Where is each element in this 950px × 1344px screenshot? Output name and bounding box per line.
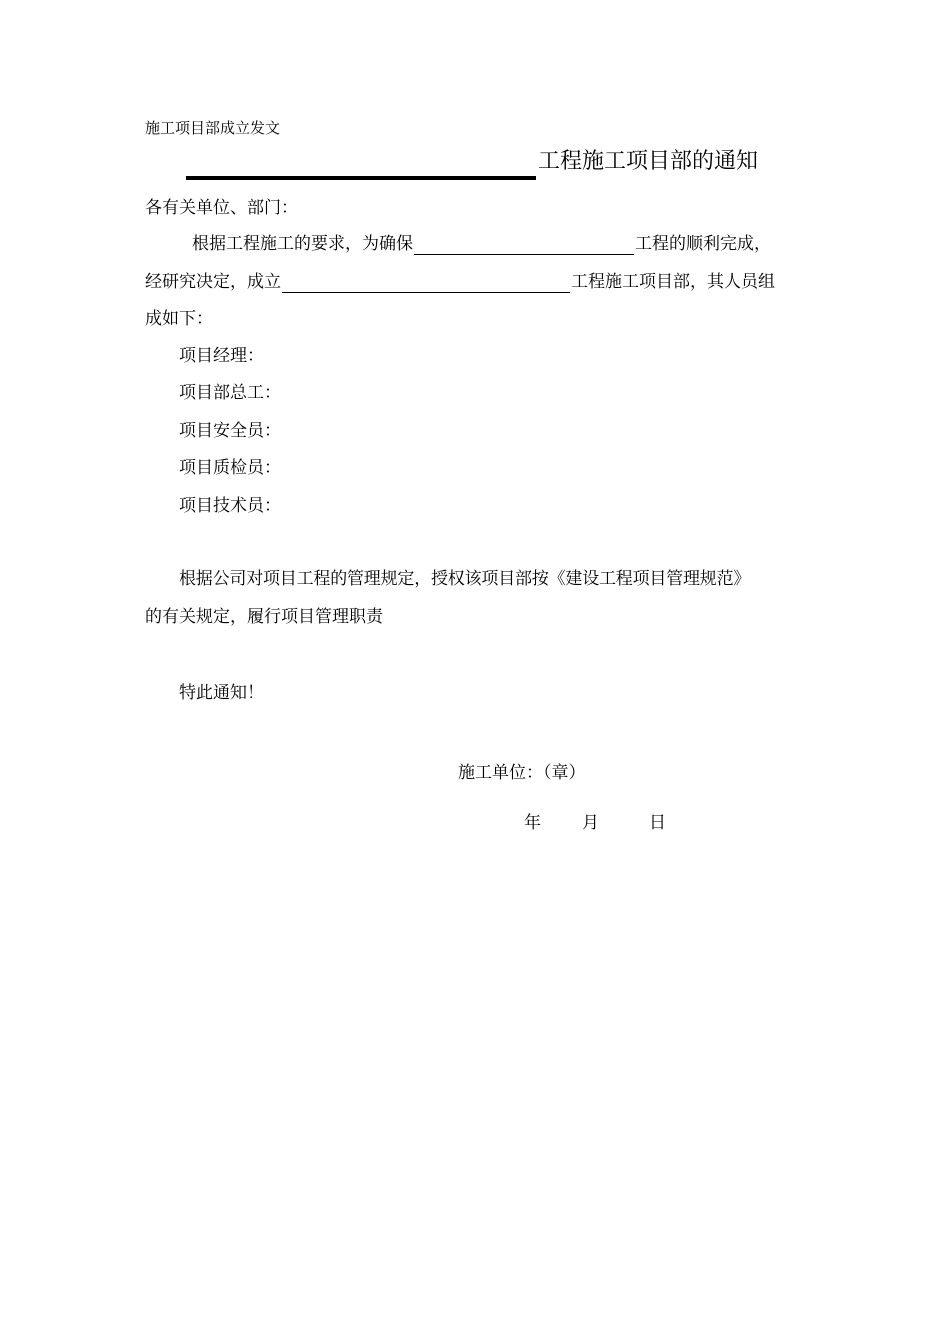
title-blank-line	[186, 148, 536, 180]
document-title: 工程施工项目部的通知	[538, 149, 759, 174]
paragraph1-line3: 成如下：	[145, 309, 213, 329]
salutation: 各有关单位、部门：	[145, 198, 298, 218]
staff-project-manager: 项目经理：	[179, 346, 264, 366]
paragraph1-line2-before: 经研究决定，成立	[145, 272, 281, 292]
date-year: 年	[524, 813, 541, 833]
staff-chief-engineer: 项目部总工：	[179, 383, 281, 403]
date-day: 日	[649, 813, 666, 833]
title-row	[186, 146, 758, 180]
staff-quality-inspector: 项目质检员：	[179, 458, 281, 478]
paragraph2-line2: 的有关规定，履行项目管理职责	[145, 607, 383, 627]
department-name-blank	[282, 272, 570, 293]
project-name-blank	[414, 234, 634, 255]
staff-safety-officer: 项目安全员：	[179, 421, 281, 441]
paragraph2-line1: 根据公司对项目工程的管理规定，授权该项目部按《建设工程项目管理规范》	[179, 569, 751, 589]
header-note: 施工项目部成立发文	[145, 119, 281, 137]
paragraph1-line2	[145, 271, 775, 293]
paragraph1-line1-after: 工程的顺利完成，	[635, 234, 771, 254]
closing-notice: 特此通知！	[179, 683, 264, 703]
paragraph1-line1-before: 根据工程施工的要求，为确保	[192, 234, 413, 254]
date-month: 月	[582, 813, 599, 833]
signature-line: 施工单位：（章）	[458, 763, 586, 783]
paragraph1-line2-after: 工程施工项目部，其人员组	[571, 272, 775, 292]
paragraph1-line1	[192, 233, 771, 255]
staff-technician: 项目技术员：	[179, 496, 281, 516]
